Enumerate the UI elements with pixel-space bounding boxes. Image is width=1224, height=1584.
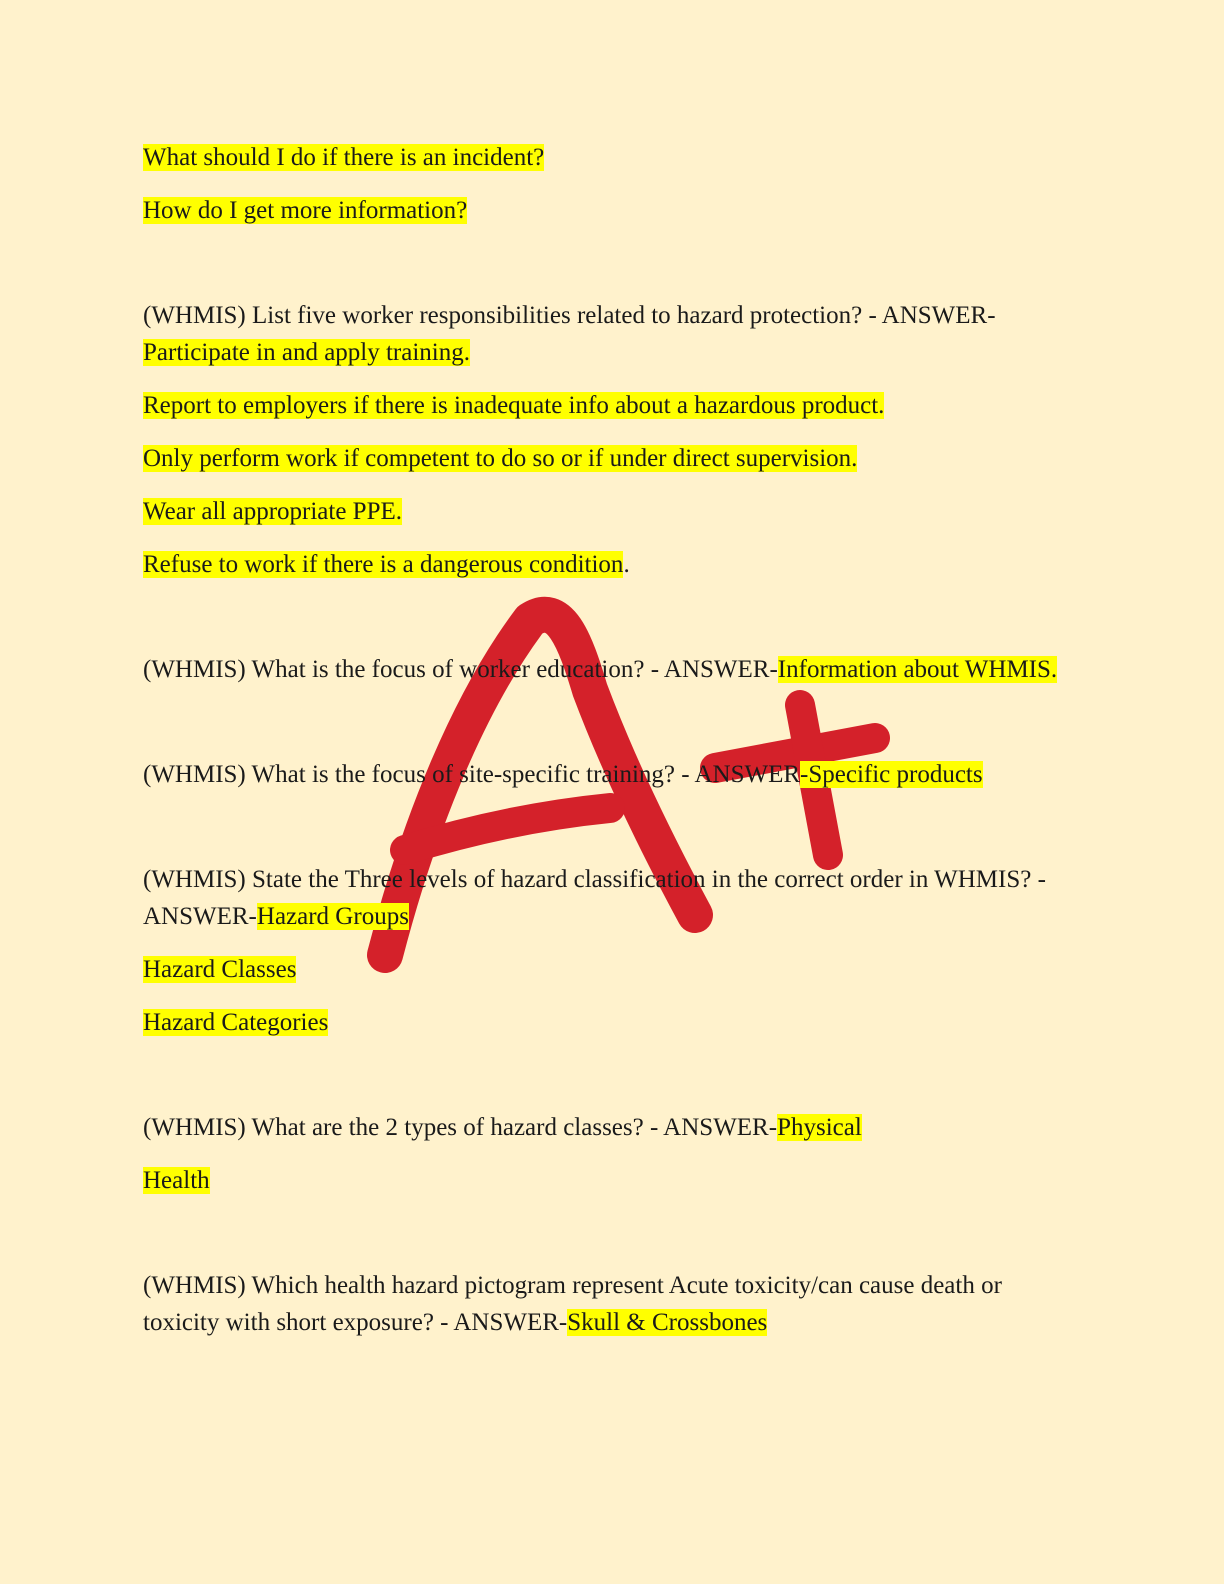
answer-text: -Specific products xyxy=(800,761,983,788)
answer-text: Hazard Groups xyxy=(256,903,409,930)
answer-text: Only perform work if competent to do so or if under direct supervision. xyxy=(143,445,858,472)
highlighted-text: What should I do if there is an incident? xyxy=(143,144,545,171)
answer-line xyxy=(143,440,1083,477)
question-text: (WHMIS) What are the 2 types of hazard classes? - ANSWER- xyxy=(143,1114,778,1141)
question-2 xyxy=(143,651,1083,688)
question-5 xyxy=(143,1109,1083,1146)
highlighted-text: How do I get more information? xyxy=(143,197,468,224)
answer-line xyxy=(143,493,1083,530)
question-6 xyxy=(143,1267,1083,1341)
trailing-period: . xyxy=(623,551,630,578)
text-line xyxy=(143,192,1083,229)
answer-text: Hazard Categories xyxy=(143,1009,329,1036)
answer-text: Information about WHMIS. xyxy=(777,656,1058,683)
question-text: (WHMIS) Which health hazard pictogram represent Acute toxicity/can cause death or toxicity with short exposure? - ANSWER- xyxy=(143,1272,1002,1336)
answer-text: Refuse to work if there is a dangerous condition xyxy=(143,551,624,578)
question-text: (WHMIS) What is the focus of site-specific training? - ANSWER xyxy=(143,761,801,788)
answer-line xyxy=(143,951,1083,988)
answer-text: Hazard Classes xyxy=(143,956,297,983)
answer-text: Wear all appropriate PPE. xyxy=(143,498,403,525)
answer-line xyxy=(143,1004,1083,1041)
answer-text: Physical xyxy=(777,1114,862,1141)
question-text: (WHMIS) What is the focus of worker education? - ANSWER- xyxy=(143,656,778,683)
question-text: (WHMIS) State the Three levels of hazard classification in the correct order in WHMIS? - ANSWER- xyxy=(143,866,1046,930)
question-text: (WHMIS) List five worker responsibilities related to hazard protection? - ANSWER- xyxy=(143,302,996,329)
answer-line xyxy=(143,546,1083,583)
answer-text: Participate in and apply training. xyxy=(143,339,470,366)
answer-text: Health xyxy=(143,1167,210,1194)
answer-text: Skull & Crossbones xyxy=(567,1309,768,1336)
answer-line xyxy=(143,1162,1083,1199)
document-body xyxy=(143,139,1083,1341)
text-line xyxy=(143,139,1083,176)
question-1 xyxy=(143,297,1083,371)
question-3 xyxy=(143,756,1083,793)
answer-text: Report to employers if there is inadequate info about a hazardous product. xyxy=(143,392,885,419)
question-4 xyxy=(143,861,1083,935)
answer-line xyxy=(143,387,1083,424)
